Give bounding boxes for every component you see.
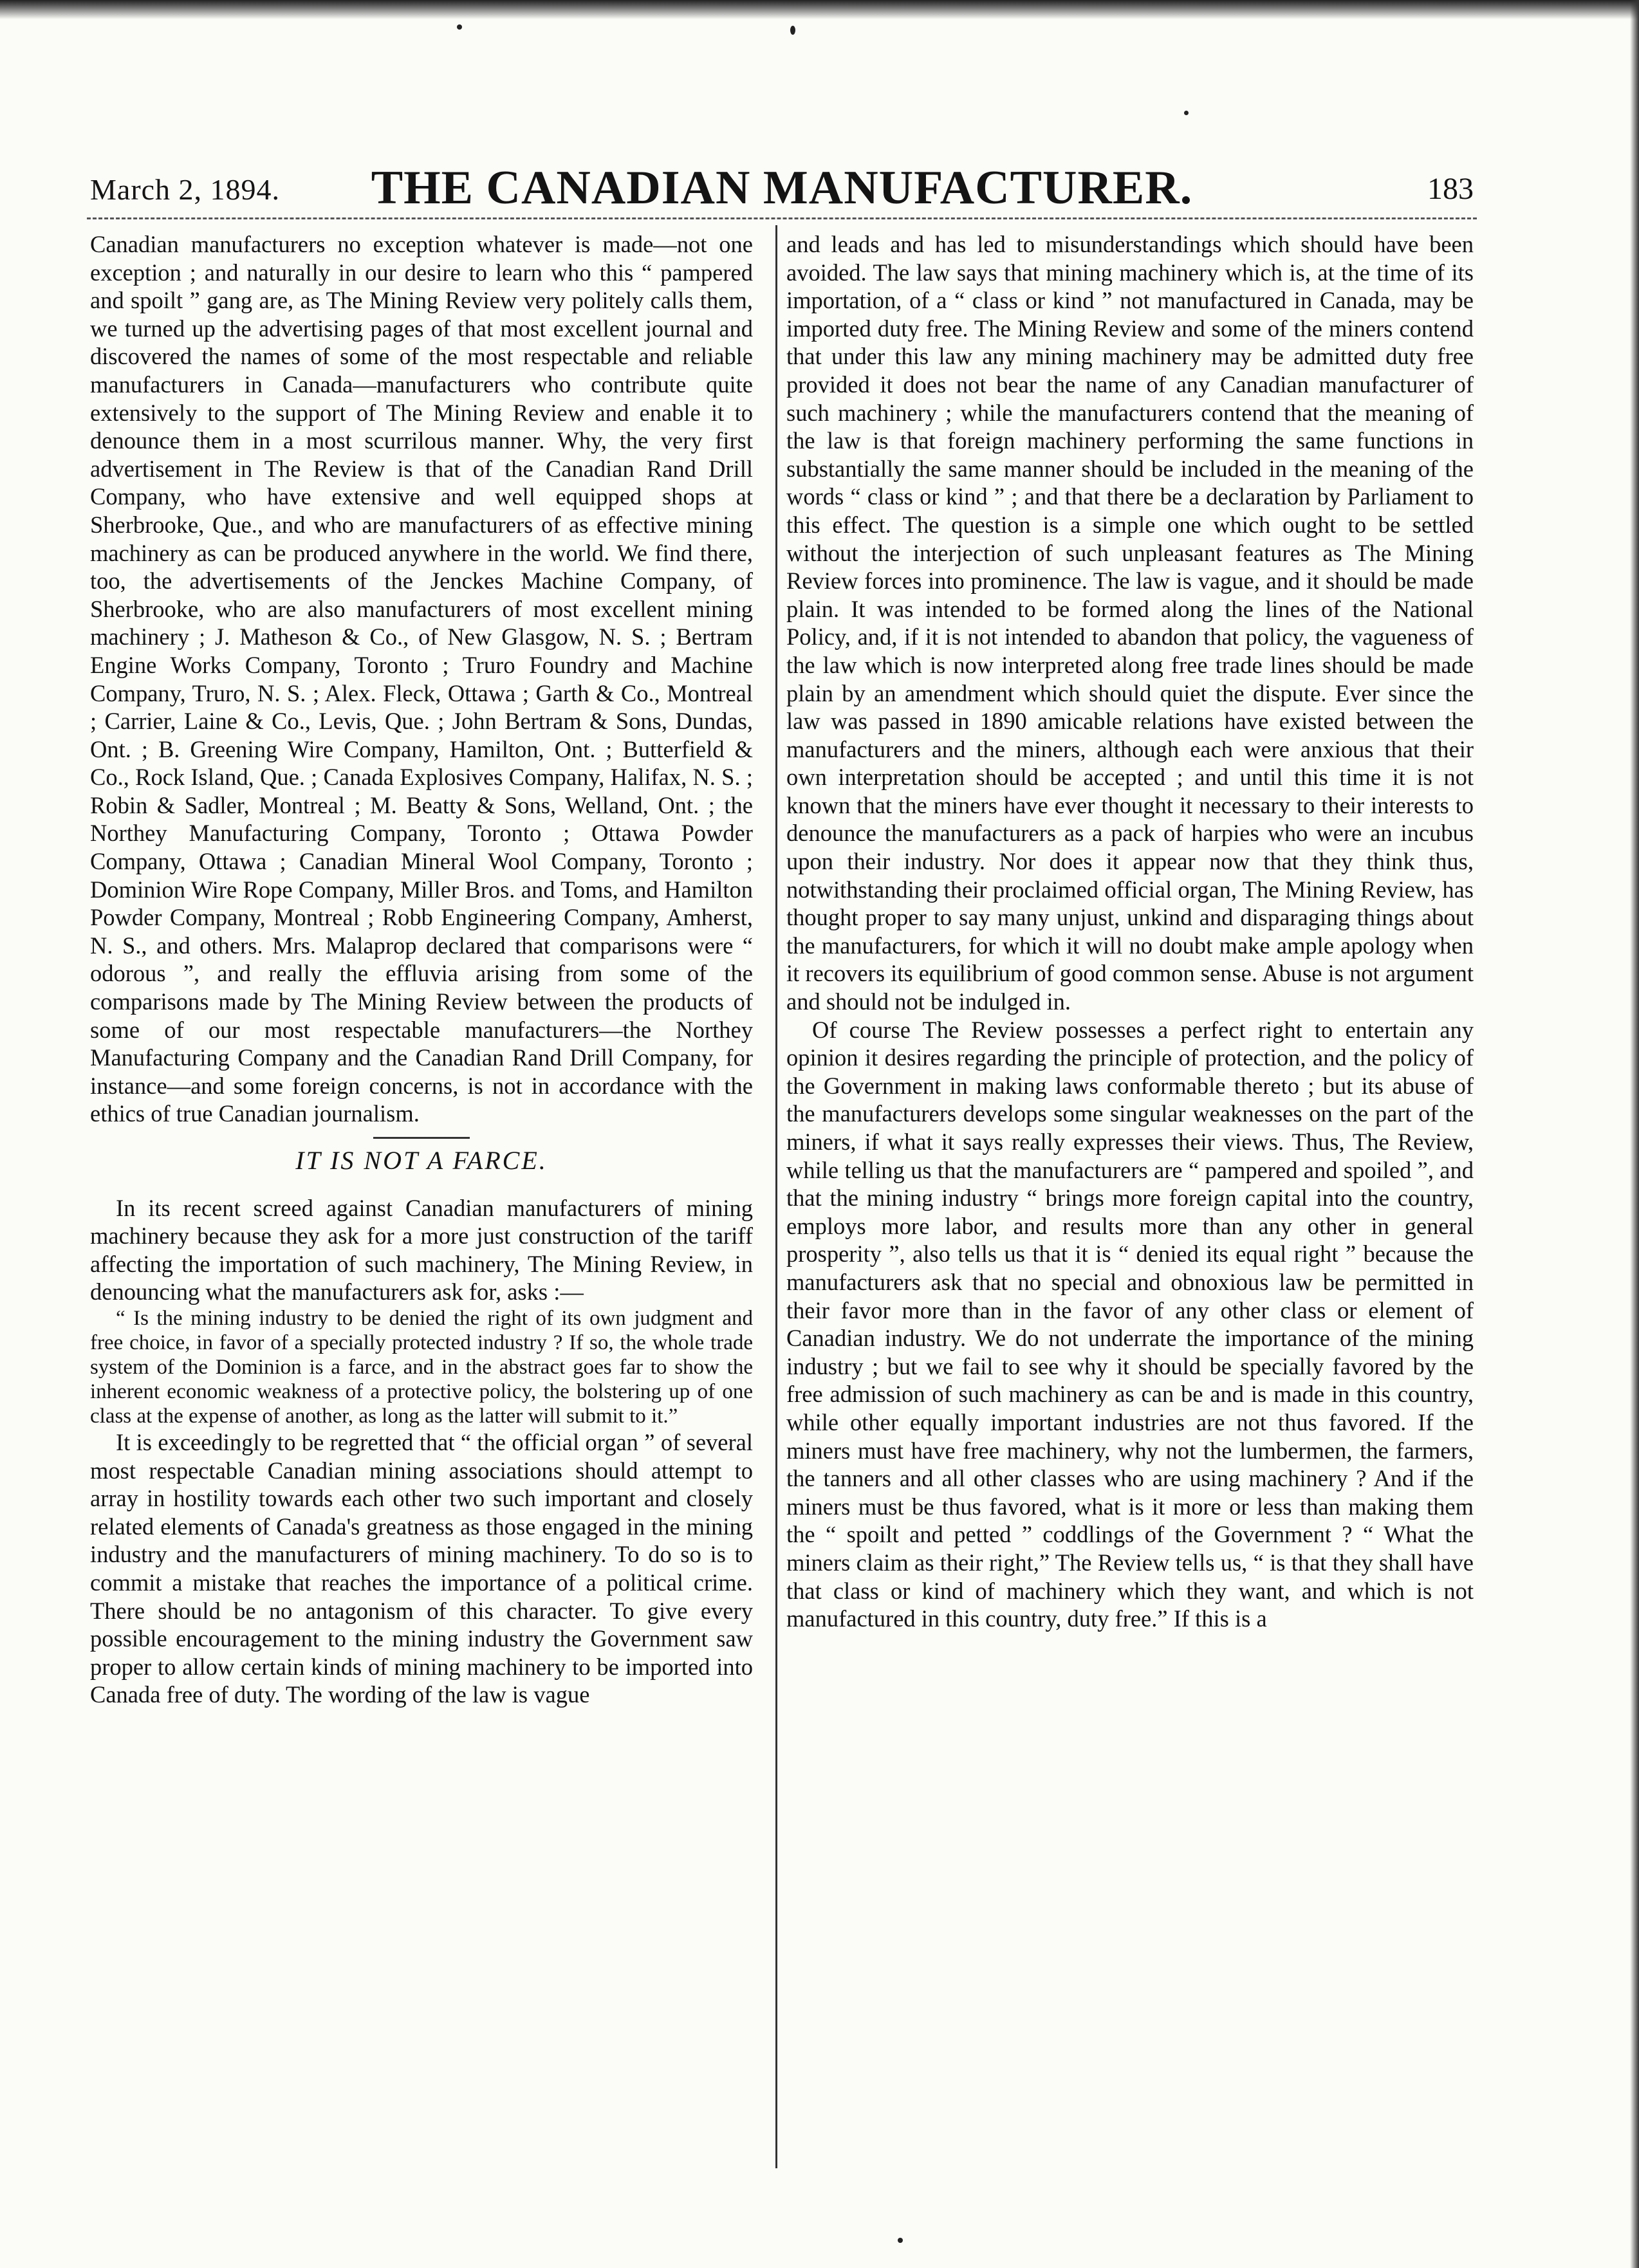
block-quote: “ Is the mining industry to be denied the right of its own judgment and free choice, in favor of a specially protected industry ? If so, the whole trade system of the Dominion is a farce, and in the abstract goes far to show the inherent economic weakness of a protective policy, the bolstering up of one class at the expense of another, as long as the latter will submit to it.”: [90, 1306, 753, 1428]
scan-speck: [790, 26, 795, 35]
publication-title: THE CANADIAN MANUFACTURER.: [371, 161, 1193, 214]
scan-right-edge: [1630, 0, 1639, 2268]
scan-speck: [457, 24, 462, 30]
page-header: [90, 161, 1474, 212]
header-rule: [87, 217, 1477, 219]
section-rule: [373, 1137, 470, 1139]
page-number: 183: [1427, 172, 1474, 206]
article-paragraph: It is exceedingly to be regretted that “ the official organ ” of several most respectable Canadian mining associations should attempt to array in hostility towards each other two such important and closely related elements of Canada's greatness as those engaged in the mining industry and the manufacturers of mining machinery. To do so is to commit a mistake that reaches the importance of a political crime. There should be no antagonism of this character. To give every possible encouragement to the mining industry the Government saw proper to allow certain kinds of mining machinery to be imported into Canada free of duty. The wording of the law is vague: [90, 1428, 753, 1708]
right-column: [786, 230, 1474, 1633]
article-paragraph: Of course The Review possesses a perfect right to entertain any opinion it desires regarding the principle of protection, and the policy of the Government in making laws conformable thereto ; but its abuse of the manufacturers develops some singular weaknesses on the part of the miners, if what it says really expresses their views. Thus, The Review, while telling us that the manufacturers are “ pampered and spoiled ”, and that the mining industry “ brings more foreign capital into the country, employs more labor, and results more than any other in general prosperity ”, also tells us that it is “ denied its equal right ” because the manufacturers ask that no special and obnoxious law be permitted in their favor more than in the favor of any other class or element of Canadian industry. We do not underrate the importance of the mining industry ; but we fail to see why it should be specially favored by the free admission of such machinery as can be and is made in this country, while other equally important industries are not thus favored. If the miners must have free machinery, why not the lumbermen, the farmers, the tanners and all other classes who are using machinery ? And if the miners must be thus favored, what is it more or less than making them the “ spoilt and petted ” coddlings of the Government ? “ What the miners claim as their right,” The Review tells us, “ is that they shall have that class or kind of machinery which they want, and which is not manufactured in this country, duty free.” If this is a: [786, 1016, 1474, 1632]
column-divider: [775, 225, 777, 2168]
article-intro: In its recent screed against Canadian manufacturers of mining machinery because they ask for a more just construction of the tariff affecting the importation of such machinery, The Mining Review, in denouncing what the manufacturers ask for, asks :—: [90, 1194, 753, 1305]
scan-speck: [1184, 111, 1189, 115]
article-continuation: Canadian manufacturers no exception whatever is made—not one exception ; and naturally in our desire to learn who this “ pampered and spoilt ” gang are, as The Mining Review very politely calls them, we turned up the advertising pages of that most excellent journal and discovered the names of some of the most respectable and reliable manufacturers in Canada—manufacturers who contribute quite extensively to the support of The Mining Review and enable it to denounce them in a most scurrilous manner. Why, the very first advertisement in The Review is that of the Canadian Rand Drill Company, who have extensive and well equipped shops at Sherbrooke, Que., and who are manufacturers of as effective mining machinery as can be produced anywhere in the world. We find there, too, the advertisements of the Jenckes Machine Company, of Sherbrooke, who are also manufacturers of most excellent mining machinery ; J. Matheson & Co., of New Glasgow, N. S. ; Bertram Engine Works Company, Toronto ; Truro Foundry and Machine Company, Truro, N. S. ; Alex. Fleck, Ottawa ; Garth & Co., Montreal ; Carrier, Laine & Co., Levis, Que. ; John Bertram & Sons, Dundas, Ont. ; B. Greening Wire Company, Hamilton, Ont. ; Butterfield & Co., Rock Island, Que. ; Canada Explosives Company, Halifax, N. S. ; Robin & Sadler, Montreal ; M. Beatty & Sons, Welland, Ont. ; the Northey Manufacturing Company, Toronto ; Ottawa Powder Company, Ottawa ; Canadian Mineral Wool Company, Toronto ; Dominion Wire Rope Company, Miller Bros. and Toms, and Hamilton Powder Company, Montreal ; Robb Engineering Company, Amherst, N. S., and others. Mrs. Malaprop declared that comparisons were “ odorous ”, and really the effluvia arising from some of the comparisons made by The Mining Review between the products of some of our most respectable manufacturers—the Northey Manufacturing Company and the Canadian Rand Drill Company, for instance—and some foreign concerns, is not in accordance with the ethics of true Canadian journalism.: [90, 231, 753, 1127]
scan-top-edge: [0, 0, 1639, 19]
section-heading: IT IS NOT A FARCE.: [295, 1146, 548, 1175]
article-paragraph: and leads and has led to misunderstandings which should have been avoided. The law says that mining machinery which is, at the time of its importation, of a “ class or kind ” not manufactured in Canada, may be imported duty free. The Mining Review and some of the miners contend that under this law any mining machinery may be admitted duty free provided it does not bear the name of any Canadian manufacturer of such machinery ; while the manufacturers contend that the meaning of the law is that foreign machinery performing the same functions in substantially the same manner should be included in the meaning of the words “ class or kind ” ; and that there be a declaration by Parliament to this effect. The question is a simple one which ought to be settled without the interjection of such unpleasant features as The Mining Review forces into prominence. The law is vague, and it should be made plain. It was intended to be formed along the lines of the National Policy, and, if it is not intended to abandon that policy, the vagueness of the law which is now interpreted along free trade lines should be made plain by an amendment which should quiet the dispute. Ever since the law was passed in 1890 amicable relations have existed between the manufacturers and the miners, although each were anxious that their own interpretation should be accepted ; and until this time it is not known that the miners have ever thought it necessary to their interests to denounce the manufacturers as a pack of harpies who were an incubus upon their industry. Nor does it appear now that they think thus, notwithstanding their proclaimed official organ, The Mining Review, has thought proper to say many unjust, unkind and disparaging things about the manufacturers, for which it will no doubt make ample apology when it recovers its equilibrium of good common sense. Abuse is not argument and should not be indulged in.: [786, 231, 1474, 1015]
left-column: [90, 230, 753, 1709]
issue-date: March 2, 1894.: [90, 173, 281, 206]
scan-speck: [898, 2238, 903, 2243]
